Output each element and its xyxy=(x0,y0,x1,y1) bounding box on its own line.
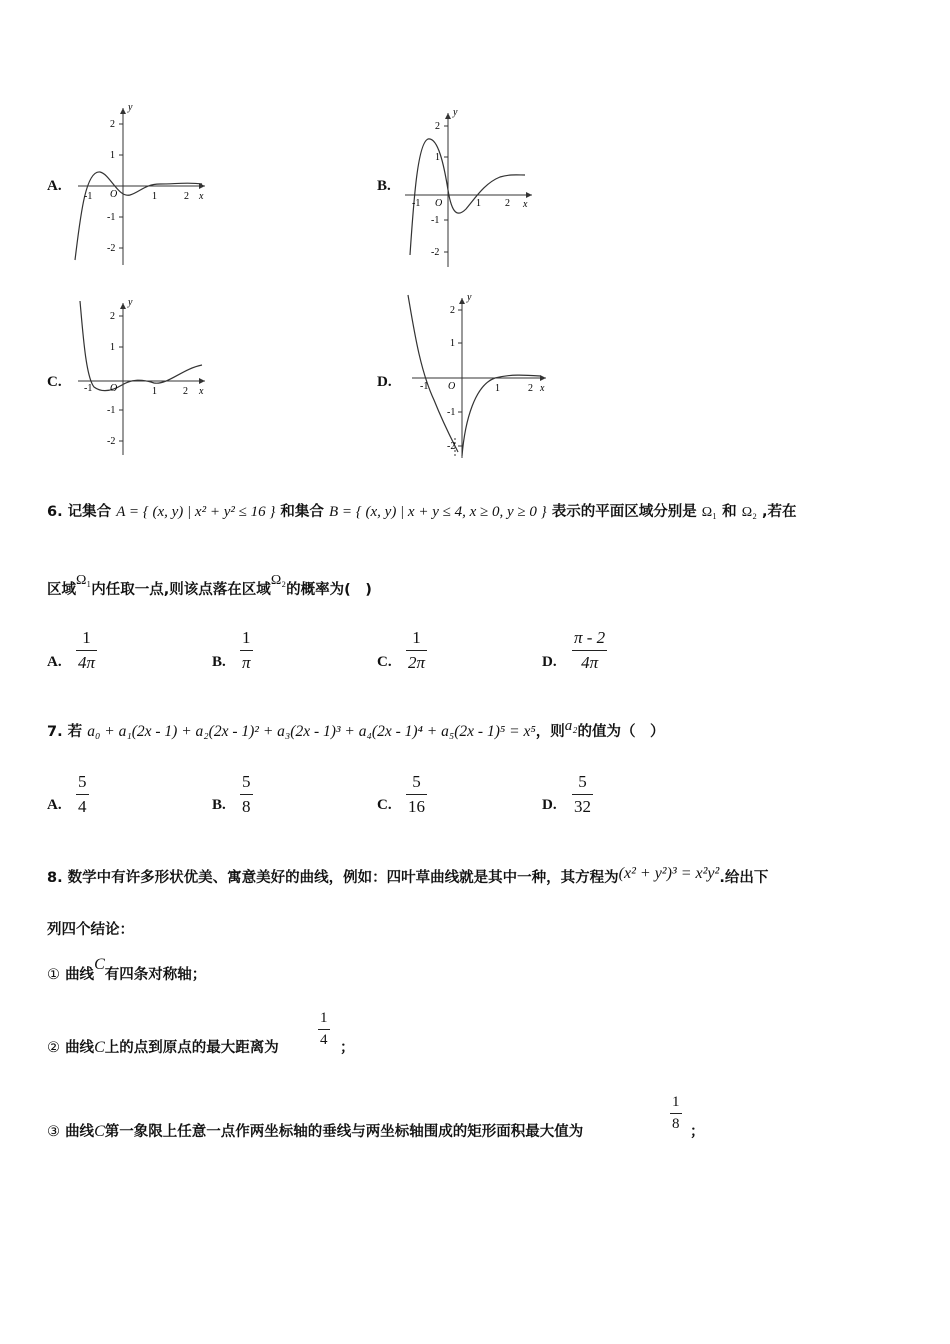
tick-1: 1 xyxy=(110,150,115,161)
tick-neg1: -1 xyxy=(107,212,116,223)
omega2-symbol: Ω₂ xyxy=(270,573,287,588)
conclusion-2 xyxy=(47,1036,279,1057)
denominator: 4π xyxy=(572,650,607,673)
numerator: 5 xyxy=(412,772,421,791)
tick-1: 1 xyxy=(110,342,115,353)
q7-option-d-value xyxy=(572,772,593,817)
graph-c xyxy=(70,295,210,460)
q8-text: 有四条对称轴； xyxy=(104,967,207,983)
numerator: 5 xyxy=(78,772,87,791)
tick-x-1: 1 xyxy=(495,383,500,394)
x-axis-label: x xyxy=(199,191,204,202)
max-area-fraction xyxy=(670,1094,682,1133)
origin-label: O xyxy=(448,381,456,392)
denominator: 4 xyxy=(318,1029,330,1049)
tick-x-2: 2 xyxy=(184,191,189,202)
omega1-symbol: Ω₁ xyxy=(701,505,718,520)
q8-equation: (x² + y²)³ = x²y² xyxy=(618,865,720,882)
tick-neg1: -1 xyxy=(431,215,440,226)
q6-text: 记集合 xyxy=(67,504,112,520)
q6-option-c-value xyxy=(406,628,427,673)
option-label-c: C. xyxy=(47,374,62,390)
graph-a xyxy=(70,100,210,270)
numerator: 1 xyxy=(320,1010,328,1026)
q6-option-d-value xyxy=(572,628,607,673)
tick-2: 2 xyxy=(450,305,455,316)
option-label-a: A. xyxy=(47,178,62,194)
tick-2: 2 xyxy=(110,119,115,130)
origin-label: O xyxy=(110,189,118,200)
circled-number: ③ xyxy=(47,1124,60,1140)
numerator: 5 xyxy=(578,772,587,791)
tick-neg1: -1 xyxy=(447,407,456,418)
y-axis-label: y xyxy=(453,107,458,118)
y-axis-label: y xyxy=(128,297,133,308)
graph-d xyxy=(400,290,550,462)
question-8-line2: 列四个结论： xyxy=(47,922,134,938)
q7-text: 若 xyxy=(67,724,83,740)
q8-text: 曲线 xyxy=(65,1124,95,1140)
q6-text: ,若在 xyxy=(762,504,797,520)
question-8-line1 xyxy=(47,866,768,887)
conclusion-1 xyxy=(47,956,207,984)
numerator: 1 xyxy=(672,1094,680,1110)
omega2-symbol: Ω₂ xyxy=(741,505,757,520)
origin-label: O xyxy=(110,383,118,394)
tick-1: 1 xyxy=(435,152,440,163)
tick-x-neg1: -1 xyxy=(420,381,429,392)
numerator: 1 xyxy=(412,628,421,647)
denominator: 16 xyxy=(406,794,427,817)
q8-text: 曲线 xyxy=(65,1040,95,1056)
q7-option-d-label: D. xyxy=(542,797,557,813)
q6-option-a-label: A. xyxy=(47,654,62,670)
max-distance-fraction xyxy=(318,1010,330,1049)
semicolon: ； xyxy=(690,1124,705,1140)
a2-symbol: a₂ xyxy=(564,718,578,734)
tick-x-neg1: -1 xyxy=(412,198,421,209)
option-label-d: D. xyxy=(377,374,392,390)
q6-option-c-label: C. xyxy=(377,654,392,670)
conclusion-3 xyxy=(47,1120,583,1141)
q7-text: 的值为（ ） xyxy=(577,724,665,740)
denominator: 4 xyxy=(76,794,89,817)
x-axis-label: x xyxy=(199,386,204,397)
numerator: π - 2 xyxy=(574,628,606,647)
q6-option-b-value xyxy=(240,628,253,673)
tick-x-2: 2 xyxy=(528,383,533,394)
graph-b xyxy=(400,105,540,270)
curve-c-symbol: C xyxy=(94,956,105,973)
q7-option-b-label: B. xyxy=(212,797,226,813)
q6-option-d-label: D. xyxy=(542,654,557,670)
set-b-formula: B = { (x, y) | x + y ≤ 4, x ≥ 0, y ≥ 0 } xyxy=(328,504,547,520)
denominator: 4π xyxy=(76,650,97,673)
q7-option-b-value xyxy=(240,772,253,817)
tick-neg2: -2 xyxy=(431,247,440,258)
q7-text: ，则 xyxy=(535,724,565,740)
question-number: 8. xyxy=(47,870,63,886)
q8-text: 上的点到原点的最大距离为 xyxy=(104,1040,279,1056)
numerator: 1 xyxy=(242,628,251,647)
tick-x-1: 1 xyxy=(476,198,481,209)
denominator: 8 xyxy=(240,794,253,817)
question-number: 6. xyxy=(47,504,63,520)
question-6-line1 xyxy=(47,500,797,521)
tick-neg1: -1 xyxy=(107,405,116,416)
tick-x-neg1: -1 xyxy=(84,383,93,394)
x-axis-label: x xyxy=(523,199,528,210)
tick-x-neg1: -1 xyxy=(84,191,93,202)
q7-equation: a₀ + a₁(2x - 1) + a₂(2x - 1)² + a₃(2x - 1)³ + a₄(2x - 1)⁴ + a₅(2x - 1)⁵ = x⁵ xyxy=(87,723,536,740)
origin-label: O xyxy=(435,198,443,209)
omega1-symbol: Ω₁ xyxy=(76,573,92,588)
tick-x-2: 2 xyxy=(505,198,510,209)
circled-number: ① xyxy=(47,967,60,983)
curve-c-symbol: C xyxy=(94,1039,105,1056)
q7-option-c-label: C. xyxy=(377,797,392,813)
y-axis-label: y xyxy=(128,102,133,113)
y-axis-label: y xyxy=(467,292,472,303)
q7-option-a-label: A. xyxy=(47,797,62,813)
curve-c-symbol: C xyxy=(94,1123,105,1140)
q8-text: 曲线 xyxy=(65,967,95,983)
x-axis-label: x xyxy=(540,383,545,394)
q7-option-a-value xyxy=(76,772,89,817)
q6-text: 和 xyxy=(722,504,737,520)
numerator: 1 xyxy=(82,628,91,647)
circled-number: ② xyxy=(47,1040,60,1056)
q6-option-a-value xyxy=(76,628,97,673)
tick-neg2: -2 xyxy=(107,243,116,254)
tick-2: 2 xyxy=(110,311,115,322)
semicolon: ； xyxy=(340,1040,355,1056)
q7-option-c-value xyxy=(406,772,427,817)
denominator: 8 xyxy=(670,1113,682,1133)
option-label-b: B. xyxy=(377,178,391,194)
q6-text: 内任取一点,则该点落在区域 xyxy=(91,582,271,598)
denominator: 32 xyxy=(572,794,593,817)
set-a-formula: A = { (x, y) | x² + y² ≤ 16 } xyxy=(116,504,276,520)
tick-2: 2 xyxy=(435,121,440,132)
q6-text: 表示的平面区域分别是 xyxy=(551,504,697,520)
q8-text: 第一象限上任意一点作两坐标轴的垂线与两坐标轴围成的矩形面积最大值为 xyxy=(104,1124,584,1140)
tick-x-2: 2 xyxy=(183,386,188,397)
tick-neg2: -2 xyxy=(107,436,116,447)
question-6-line2 xyxy=(47,573,372,599)
q6-text: 和集合 xyxy=(280,504,324,520)
tick-x-1: 1 xyxy=(152,386,157,397)
question-7-line1 xyxy=(47,720,664,741)
numerator: 5 xyxy=(242,772,251,791)
tick-neg2: -2 xyxy=(447,441,456,452)
tick-1: 1 xyxy=(450,338,455,349)
q6-text: 区域 xyxy=(47,582,76,598)
denominator: π xyxy=(240,650,253,673)
q6-text: 的概率为( ) xyxy=(286,582,372,598)
denominator: 2π xyxy=(406,650,427,673)
tick-x-1: 1 xyxy=(152,191,157,202)
q6-option-b-label: B. xyxy=(212,654,226,670)
q8-text: .给出下 xyxy=(719,870,769,886)
q8-text: 数学中有许多形状优美、寓意美好的曲线，例如：四叶草曲线就是其中一种，其方程为 xyxy=(67,870,619,886)
question-number: 7. xyxy=(47,724,63,740)
